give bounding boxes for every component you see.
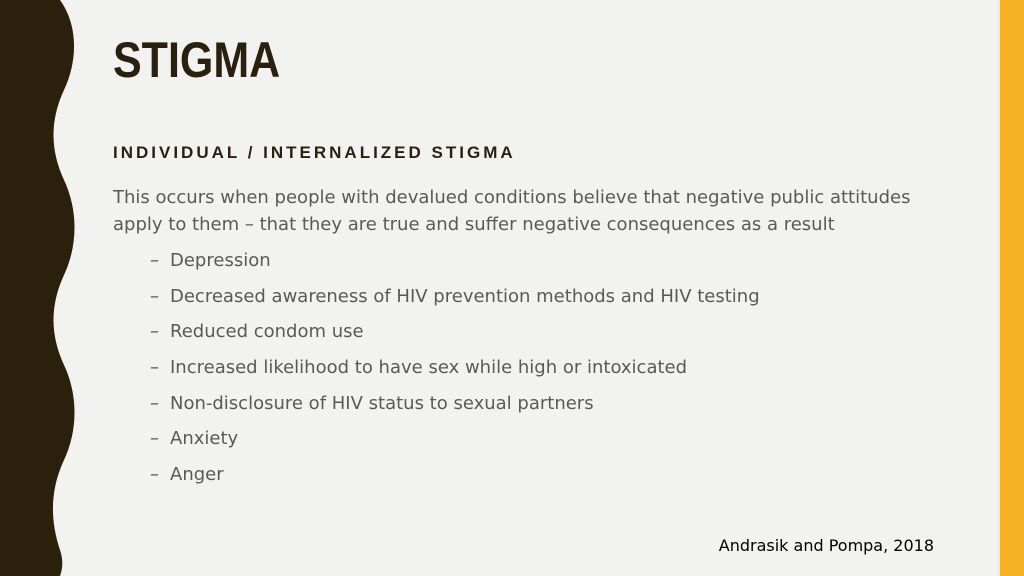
bullet-text: Reduced condom use bbox=[170, 321, 364, 343]
list-item bbox=[150, 284, 760, 320]
list-item bbox=[150, 248, 760, 284]
wavy-left-band bbox=[0, 0, 80, 576]
bullet-text: Depression bbox=[170, 250, 271, 271]
dash-marker: – bbox=[150, 357, 159, 379]
bullet-text: Decreased awareness of HIV prevention methods and HIV testing bbox=[170, 285, 760, 307]
dash-marker: – bbox=[150, 285, 159, 307]
intro-paragraph: This occurs when people with devalued conditions believe that negative public attitudes apply to them – that they are true and suffer negative consequences as a result bbox=[113, 187, 911, 235]
bullet-text: Anxiety bbox=[170, 428, 239, 450]
slide-title: STIGMA bbox=[113, 32, 281, 88]
dash-marker: – bbox=[150, 392, 159, 414]
list-item bbox=[150, 355, 760, 391]
dash-marker: – bbox=[150, 464, 159, 486]
bullet-text: Non-disclosure of HIV status to sexual partners bbox=[170, 392, 594, 414]
dash-marker: – bbox=[150, 428, 159, 450]
dash-marker: – bbox=[150, 250, 159, 271]
list-item bbox=[150, 319, 760, 355]
accent-bar bbox=[1000, 0, 1024, 576]
bullet-list bbox=[150, 248, 760, 498]
citation: Andrasik and Pompa, 2018 bbox=[718, 536, 934, 555]
list-item bbox=[150, 462, 760, 498]
bullet-text: Increased likelihood to have sex while high or intoxicated bbox=[170, 357, 688, 379]
slide-subtitle: INDIVIDUAL / INTERNALIZED STIGMA bbox=[113, 143, 516, 162]
list-item bbox=[150, 426, 760, 462]
bullet-text: Anger bbox=[170, 464, 224, 486]
dash-marker: – bbox=[150, 321, 159, 343]
list-item bbox=[150, 391, 760, 427]
